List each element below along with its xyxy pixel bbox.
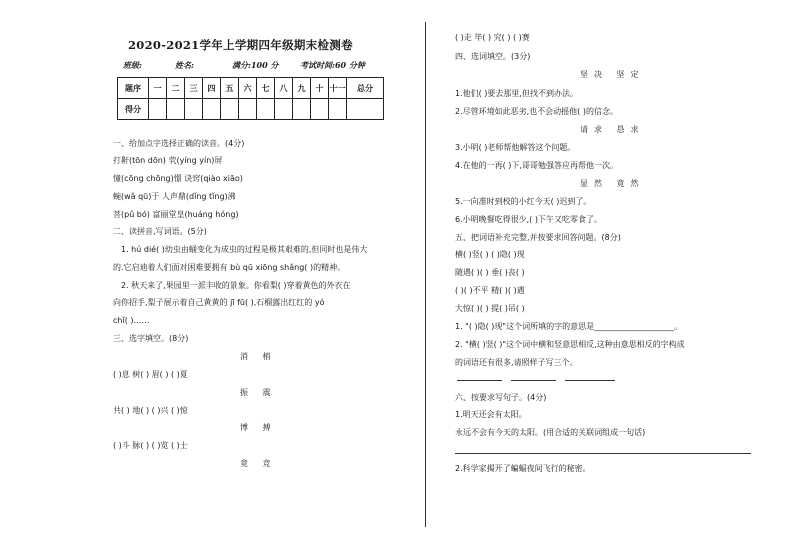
score-cell[interactable] bbox=[221, 99, 239, 120]
idiom-fill-row: 横( )竖( ) ( )隐( )现 bbox=[455, 250, 525, 259]
section-6-item: 1.明天还会有太阳。 bbox=[455, 410, 527, 419]
word-choice-pair: 显然 竟然 bbox=[580, 179, 645, 188]
page-fold-divider bbox=[425, 22, 426, 527]
char-fill-row: ( )斗 脉( ) ( )览 ( )士 bbox=[113, 441, 188, 450]
score-cell[interactable] bbox=[257, 99, 275, 120]
score-col: 一 bbox=[149, 78, 167, 99]
section-6-item: 2.科学家揭开了蝙蝠夜间飞行的秘密。 bbox=[455, 464, 591, 473]
answer-line[interactable] bbox=[455, 453, 751, 454]
score-cell[interactable] bbox=[275, 99, 293, 120]
section-4-item: 2.尽管环境如此恶劣,也不会动摇他( )的信念。 bbox=[455, 107, 618, 116]
section-1-line: 蜿(wǎ qū)于 人声鼎(dǐng tǐng)沸 bbox=[113, 192, 236, 201]
section-2-paragraph: 向你招手,梨子展示着自己黄黄的 jī fū( ),石榴露出红红的 yó bbox=[113, 298, 325, 307]
idiom-fill-row: ( )( )不平 精( )( )遇 bbox=[455, 286, 525, 295]
score-cell[interactable] bbox=[203, 99, 221, 120]
section-2-paragraph: 的.它启迪着人们面对困难要拥有 bù qū xiōng shǎng( )的精神。 bbox=[113, 263, 346, 272]
section-4-item: 5.一向准时到校的小红今天( )迟到了。 bbox=[455, 197, 592, 206]
section-4-heading: 四、选词填空。(3分) bbox=[455, 52, 531, 61]
section-5-question: 1. "( )隐( )现"这个词所填的字的意思是____________________。 bbox=[455, 322, 683, 331]
char-fill-row: ( )息 树( ) 眉( ) ( )夏 bbox=[113, 370, 188, 379]
section-1-line: 憧(cōng chōng)憬 诀窍(qiào xiāo) bbox=[113, 174, 243, 183]
score-col: 八 bbox=[275, 78, 293, 99]
section-4-item: 6.小明晚餐吃得很少,( )下午又吃零食了。 bbox=[455, 215, 602, 224]
score-col: 十 bbox=[311, 78, 329, 99]
score-cell[interactable] bbox=[149, 99, 167, 120]
section-3-heading: 三、选字填空。(8分) bbox=[113, 334, 189, 343]
score-table bbox=[117, 77, 384, 120]
score-cell[interactable] bbox=[293, 99, 311, 120]
section-5-question: 2. "横( )竖( )"这个词中横和竖意思相反,这种由意思相反的字构成 bbox=[455, 340, 685, 349]
score-col: 二 bbox=[167, 78, 185, 99]
section-2-paragraph: 2. 秋天来了,果园里一派丰收的景象。你看梨( )穿着黄色的外衣在 bbox=[121, 281, 351, 290]
char-fill-row: 共( ) 地( ) ( )兴 ( )惊 bbox=[113, 406, 188, 415]
section-2-paragraph: 1. hú dié( )幼虫由蛹变化为成虫的过程是极其艰难的,但同时也是伟大 bbox=[121, 245, 368, 254]
score-table-score-row bbox=[118, 99, 384, 120]
score-col: 五 bbox=[221, 78, 239, 99]
char-fill-row: ( )走 毕( ) 究( ) ( )赛 bbox=[455, 33, 530, 42]
name-label: 姓名: bbox=[175, 60, 194, 70]
score-table-header-label: 题序 bbox=[118, 78, 149, 99]
exam-title: 2020-2021学年上学期四年级期末检测卷 bbox=[128, 38, 353, 52]
idiom-fill-row: 大惊( )( ) 提( )吊( ) bbox=[455, 304, 525, 313]
score-col: 七 bbox=[257, 78, 275, 99]
section-6-heading: 六、按要求写句子。(4分) bbox=[455, 393, 547, 402]
score-total-cell[interactable] bbox=[347, 99, 384, 120]
section-6-item: 永远不会有今天的太阳。(用合适的关联词组成一句话) bbox=[455, 428, 646, 437]
full-score-label: 满分:100 分 bbox=[232, 60, 279, 70]
answer-line[interactable] bbox=[565, 380, 615, 381]
section-2-heading: 二、读拼音,写词语。(5分) bbox=[113, 227, 207, 236]
answer-line[interactable] bbox=[511, 380, 556, 381]
char-choice-pair: 消 梢 bbox=[240, 352, 277, 361]
word-choice-pair: 请求 恳求 bbox=[580, 125, 645, 134]
score-table-header-row bbox=[118, 78, 384, 99]
score-cell[interactable] bbox=[239, 99, 257, 120]
section-4-item: 1.他们( )要去那里,但找不到办法。 bbox=[455, 89, 578, 98]
score-total-header: 总分 bbox=[347, 78, 384, 99]
char-choice-pair: 博 搏 bbox=[240, 423, 277, 432]
score-col: 六 bbox=[239, 78, 257, 99]
section-1-line: 菩(pǔ bó) 富丽堂皇(huáng hóng) bbox=[113, 210, 239, 219]
score-cell[interactable] bbox=[311, 99, 329, 120]
score-row-label: 得分 bbox=[118, 99, 149, 120]
score-col: 四 bbox=[203, 78, 221, 99]
section-5-question: 的词语还有很多,请照样子写三个。 bbox=[455, 358, 578, 367]
score-col: 十一 bbox=[329, 78, 347, 99]
class-label: 班级: bbox=[123, 60, 142, 70]
section-5-heading: 五、把词语补充完整,并按要求回答问题。(8分) bbox=[455, 233, 621, 242]
score-col: 三 bbox=[185, 78, 203, 99]
score-cell[interactable] bbox=[185, 99, 203, 120]
section-2-paragraph: chǐ( )…… bbox=[113, 316, 150, 325]
char-choice-pair: 振 震 bbox=[240, 388, 277, 397]
score-col: 九 bbox=[293, 78, 311, 99]
exam-time-label: 考试时间:60 分钟 bbox=[300, 60, 365, 70]
char-choice-pair: 竟 竞 bbox=[240, 459, 277, 468]
section-4-item: 4.在他的一再( )下,哥哥勉强答应再帮他一次。 bbox=[455, 161, 618, 170]
answer-line[interactable] bbox=[457, 380, 502, 381]
word-choice-pair: 坚决 坚定 bbox=[580, 70, 645, 79]
score-cell[interactable] bbox=[329, 99, 347, 120]
idiom-fill-row: 随遇( )( ) 垂( )丧( ) bbox=[455, 268, 525, 277]
score-cell[interactable] bbox=[167, 99, 185, 120]
section-4-item: 3.小明( )老师帮他解答这个问题。 bbox=[455, 143, 576, 152]
section-1-heading: 一、给加点字选择正确的读音。(4分) bbox=[113, 139, 245, 148]
section-1-line: 打鼾(tōn dōn) 茕(yíng yín)屏 bbox=[113, 156, 223, 165]
